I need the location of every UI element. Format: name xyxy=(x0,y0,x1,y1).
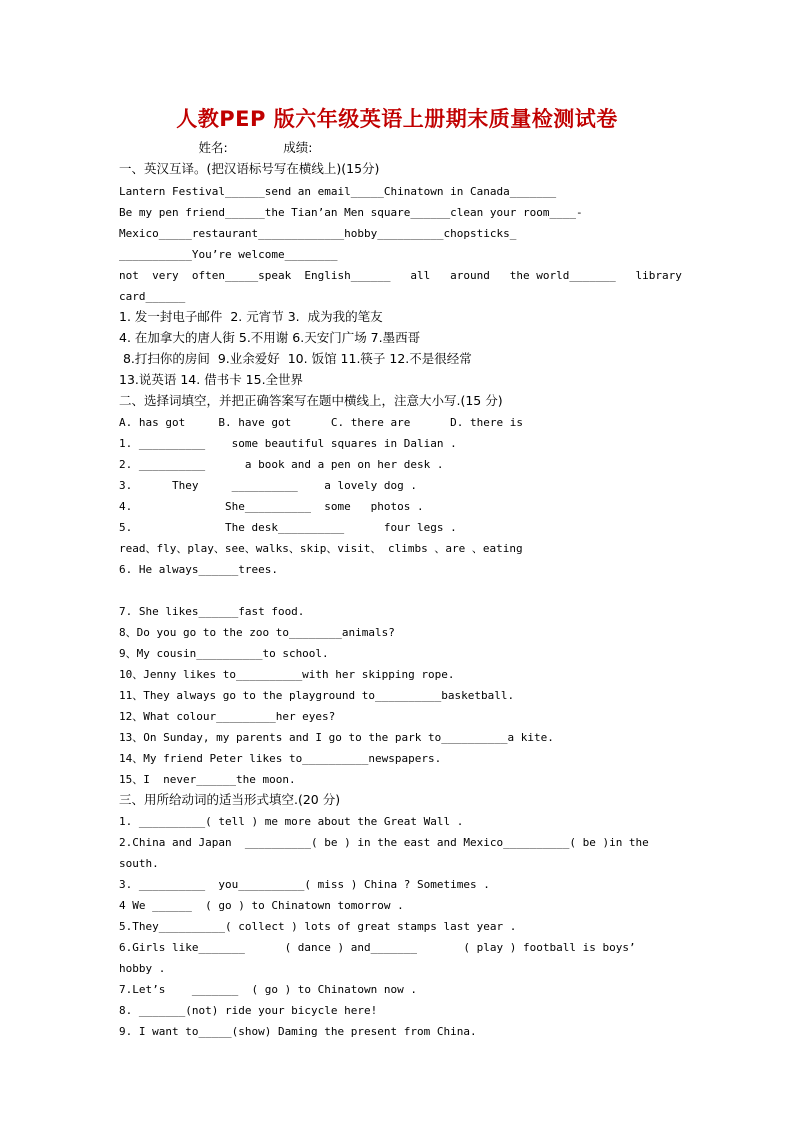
question-line: 2. __________ a book and a pen on her desk . xyxy=(119,458,444,471)
option-line: 1. 发一封电子邮件 2. 元宵节 3. 成为我的笔友 xyxy=(119,309,383,324)
question-line: 5. The desk__________ four legs . xyxy=(119,521,457,534)
question-line: 14、My friend Peter likes to__________newspapers. xyxy=(119,752,442,765)
question-line: 1. __________( tell ) me more about the Great Wall . xyxy=(119,815,464,828)
question-line: 4. She__________ some photos . xyxy=(119,500,424,513)
question-line: 11、They always go to the playground to__________basketball. xyxy=(119,689,515,702)
question-line: 8、Do you go to the zoo to________animals? xyxy=(119,626,395,639)
question-line: Lantern Festival______send an email_____Chinatown in Canada_______ xyxy=(119,185,557,198)
question-line: 6. He always______trees. xyxy=(119,563,278,576)
question-line: 7.Let’s _______ ( go ) to Chinatown now . xyxy=(119,983,418,996)
question-line: 13、On Sunday, my parents and I go to the park to__________a kite. xyxy=(119,731,554,744)
choice-line: A. has got B. have got C. there are D. there is xyxy=(119,416,523,429)
question-line: 6.Girls like_______ ( dance ) and_______ ( play ) football is boys’ xyxy=(119,941,636,954)
section-1-heading: 一、英汉互译。(把汉语标号写在横线上)(15分) xyxy=(119,161,380,176)
question-line: 15、I never______the moon. xyxy=(119,773,296,786)
question-line: Mexico_____restaurant_____________hobby__________chopsticks_ xyxy=(119,227,517,240)
option-line: 8.打扫你的房间 9.业余爱好 10. 饭馆 11.筷子 12.不是很经常 xyxy=(119,351,472,366)
question-line: 4 We ______ ( go ) to Chinatown tomorrow . xyxy=(119,899,404,912)
word-bank-line: read、fly、play、see、walks、skip、visit、 climbs 、are 、eating xyxy=(119,542,523,555)
question-line: card______ xyxy=(119,290,186,303)
question-line: 7. She likes______fast food. xyxy=(119,605,305,618)
question-line: not very often_____speak English______ all around the world_______ library xyxy=(119,269,682,282)
question-line: 9. I want to_____(show) Daming the present from China. xyxy=(119,1025,477,1038)
question-line: hobby . xyxy=(119,962,166,975)
question-line: 1. __________ some beautiful squares in Dalian . xyxy=(119,437,457,450)
section-2-heading: 二、选择词填空，并把正确答案写在题中横线上，注意大小写.(15 分) xyxy=(119,393,503,408)
question-line: 8. _______(not) ride your bicycle here! xyxy=(119,1004,378,1017)
question-line: 2.China and Japan __________( be ) in the east and Mexico__________( be )in the xyxy=(119,836,649,849)
option-line: 4. 在加拿大的唐人街 5.不用谢 6.天安门广场 7.墨西哥 xyxy=(119,330,421,345)
question-line: 9、My cousin__________to school. xyxy=(119,647,329,660)
question-line: 5.They__________( collect ) lots of great stamps last year . xyxy=(119,920,517,933)
question-line: south. xyxy=(119,857,159,870)
page-title: 人教PEP 版六年级英语上册期末质量检测试卷 xyxy=(176,107,618,131)
section-3-heading: 三、用所给动词的适当形式填空.(20 分) xyxy=(119,792,341,807)
option-line: 13.说英语 14. 借书卡 15.全世界 xyxy=(119,372,304,387)
question-line: ___________You’re welcome________ xyxy=(119,248,338,261)
question-line: 10、Jenny likes to__________with her skipping rope. xyxy=(119,668,455,681)
question-line: 12、What colour_________her eyes? xyxy=(119,710,336,723)
name-score-line: 姓名: 成绩: xyxy=(119,140,313,155)
question-line: 3. They __________ a lovely dog . xyxy=(119,479,418,492)
question-line: Be my pen friend______the Tian’an Men square______clean your room____- xyxy=(119,206,583,219)
question-line: 3. __________ you__________( miss ) China ? Sometimes . xyxy=(119,878,490,891)
